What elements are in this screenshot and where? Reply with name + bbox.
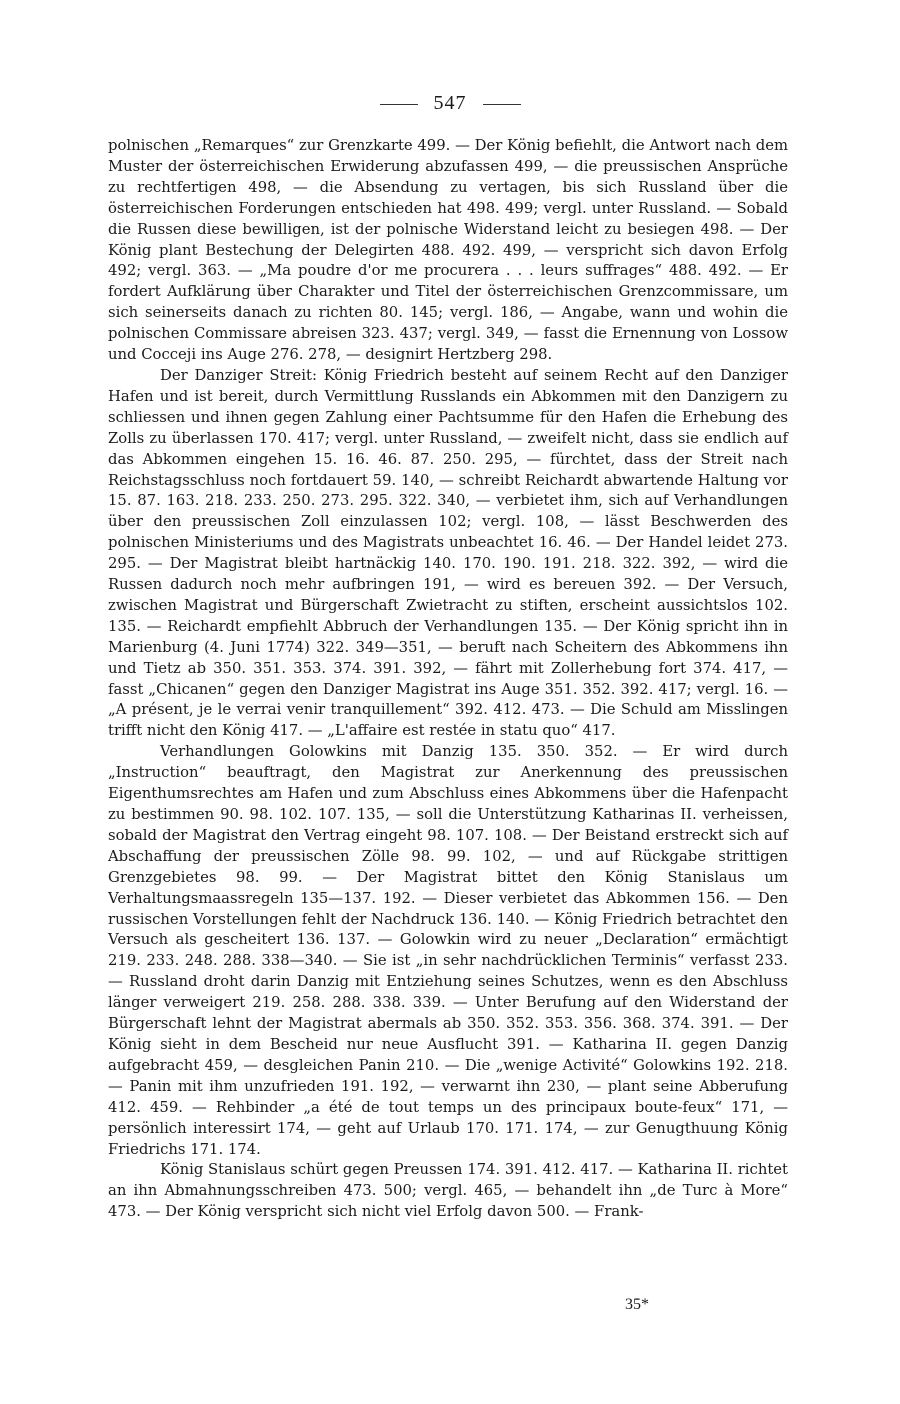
signature-mark: 35* [625,1296,649,1313]
paragraph-danziger-streit: Der Danziger Streit: König Friedrich besteht auf seinem Recht auf den Danziger Hafen und ist bereit, durch Vermittlung Russlands ein Abkommen mit den Danzigern zu schliessen und ihnen gegen Zahlung einer Pachtsumme für den Hafen die Erhebung des Zolls zu überlassen 170. 417; vergl. unter Russland, — zweifelt nicht, dass sie endlich auf das Abkommen eingehen 15. 16. 46. 87. 250. 295, — fürchtet, dass der Streit nach Reichstagsschluss noch fortdauert 59. 140, — schreibt Reichardt abwartende Haltung vor 15. 87. 163. 218. 233. 250. 273. 295. 322. 340, — verbietet ihm, sich auf Verhandlungen über den preussischen Zoll einzulassen 102; vergl. 108, — lässt Beschwerden des polnischen Ministeriums und des Magistrats unbeachtet 16. 46. — Der Handel leidet 273. 295. — Der Magistrat bleibt hartnäckig 140. 170. 190. 191. 218. 322. 392, — wird die Russen dadurch noch mehr aufbringen 191, — wird es bereuen 392. — Der Versuch, zwischen Magistrat und Bürgerschaft Zwietracht zu stiften, erscheint aussichtslos 102. 135. — Reichardt empfiehlt Abbruch der Verhandlungen 135. — Der König spricht ihn in Marienburg (4. Juni 1774) 322. 349—351, — beruft nach Scheitern des Abkommens ihn und Tietz ab 350. 351. 353. 374. 391. 392, — fährt mit Zollerhebung fort 374. 417, — fasst „Chicanen“ gegen den Danziger Magistrat ins Auge 351. 352. 392. 417; vergl. 16. — „A présent, je le verrai venir tranquillement“ 392. 412. 473. — Die Schuld am Misslingen trifft nicht den König 417. — „L'affaire est restée in statu quo“ 417. [108,366,788,740]
page-number: 547 [433,92,467,114]
index-text [108,136,788,1223]
header-rule-left [380,104,418,105]
paragraph-golowkin: Verhandlungen Golowkins mit Danzig 135. 350. 352. — Er wird durch „Instruction“ beauftragt, den Magistrat zur Anerkennung des preussischen Eigenthumsrechtes am Hafen und zum Abschluss eines Abkommens über die Hafenpacht zu bestimmen 90. 98. 102. 107. 135, — soll die Unterstützung Katharinas II. verheissen, sobald der Magistrat den Vertrag eingeht 98. 107. 108. — Der Beistand erstreckt sich auf Abschaffung der preussischen Zölle 98. 99. 102, — und auf Rückgabe strittigen Grenzgebietes 98. 99. — Der Magistrat bittet den König Stanislaus um Verhaltungsmaassregeln 135—137. 192. — Dieser verbietet das Abkommen 156. — Den russischen Vorstellungen fehlt der Nachdruck 136. 140. — König Friedrich betrachtet den Versuch als gescheitert 136. 137. — Golowkin wird zu neuer „Declaration“ ermächtigt 219. 233. 248. 288. 338—340. — Sie ist „in sehr nachdrücklichen Terminis“ verfasst 233. — Russland droht darin Danzig mit Entziehung seines Schutzes, wenn es den Abschluss länger verweigert 219. 258. 288. 338. 339. — Unter Berufung auf den Widerstand der Bürgerschaft lehnt der Magistrat abermals ab 350. 352. 353. 356. 368. 374. 391. — Der König sieht in dem Bescheid nur neue Ausflucht 391. — Katharina II. gegen Danzig aufgebracht 459, — desgleichen Panin 210. — Die „wenige Activité“ Golowkins 192. 218. — Panin mit ihm unzufrieden 191. 192, — verwarnt ihn 230, — plant seine Abberufung 412. 459. — Rehbinder „a été de tout temps un des principaux boute-feux“ 171, — persönlich interessirt 174, — geht auf Urlaub 170. 171. 174, — zur Genugthuung König Friedrichs 171. 174. [108,743,788,1158]
paragraph-continuation: polnischen „Remarques“ zur Grenzkarte 499. — Der König befiehlt, die Antwort nach dem Muster der österreichischen Erwiderung abzufassen 499, — die preussischen Ansprüche zu rechtfertigen 498, — die Absendung zu vertagen, bis sich Russland über die österreichischen Forderungen entschieden hat 498. 499; vergl. unter Russland. — Sobald die Russen diese bewilligen, ist der polnische Widerstand leicht zu besiegen 498. — Der König plant Bestechung der Delegirten 488. 492. 499, — verspricht sich davon Erfolg 492; vergl. 363. — „Ma poudre d'or me procurera . . . leurs suffrages“ 488. 492. — Er fordert Aufklärung über Charakter und Titel der österreichischen Grenzcommissare, um sich seinerseits danach zu richten 80. 145; vergl. 186, — Angabe, wann und wohin die polnischen Commissare abreisen 323. 437; vergl. 349, — fasst die Ernennung von Lossow und Cocceji ins Auge 276. 278, — designirt Hertzberg 298. [108,137,788,364]
paragraph-stanislaus: König Stanislaus schürt gegen Preussen 174. 391. 412. 417. — Katharina II. richtet an ihn Abmahnungsschreiben 473. 500; vergl. 465, — behandelt ihn „de Turc à More“ 473. — Der König verspricht sich nicht viel Erfolg davon 500. — Frank- [108,1161,788,1221]
page-header [0,92,900,115]
header-rule-right [483,104,521,105]
